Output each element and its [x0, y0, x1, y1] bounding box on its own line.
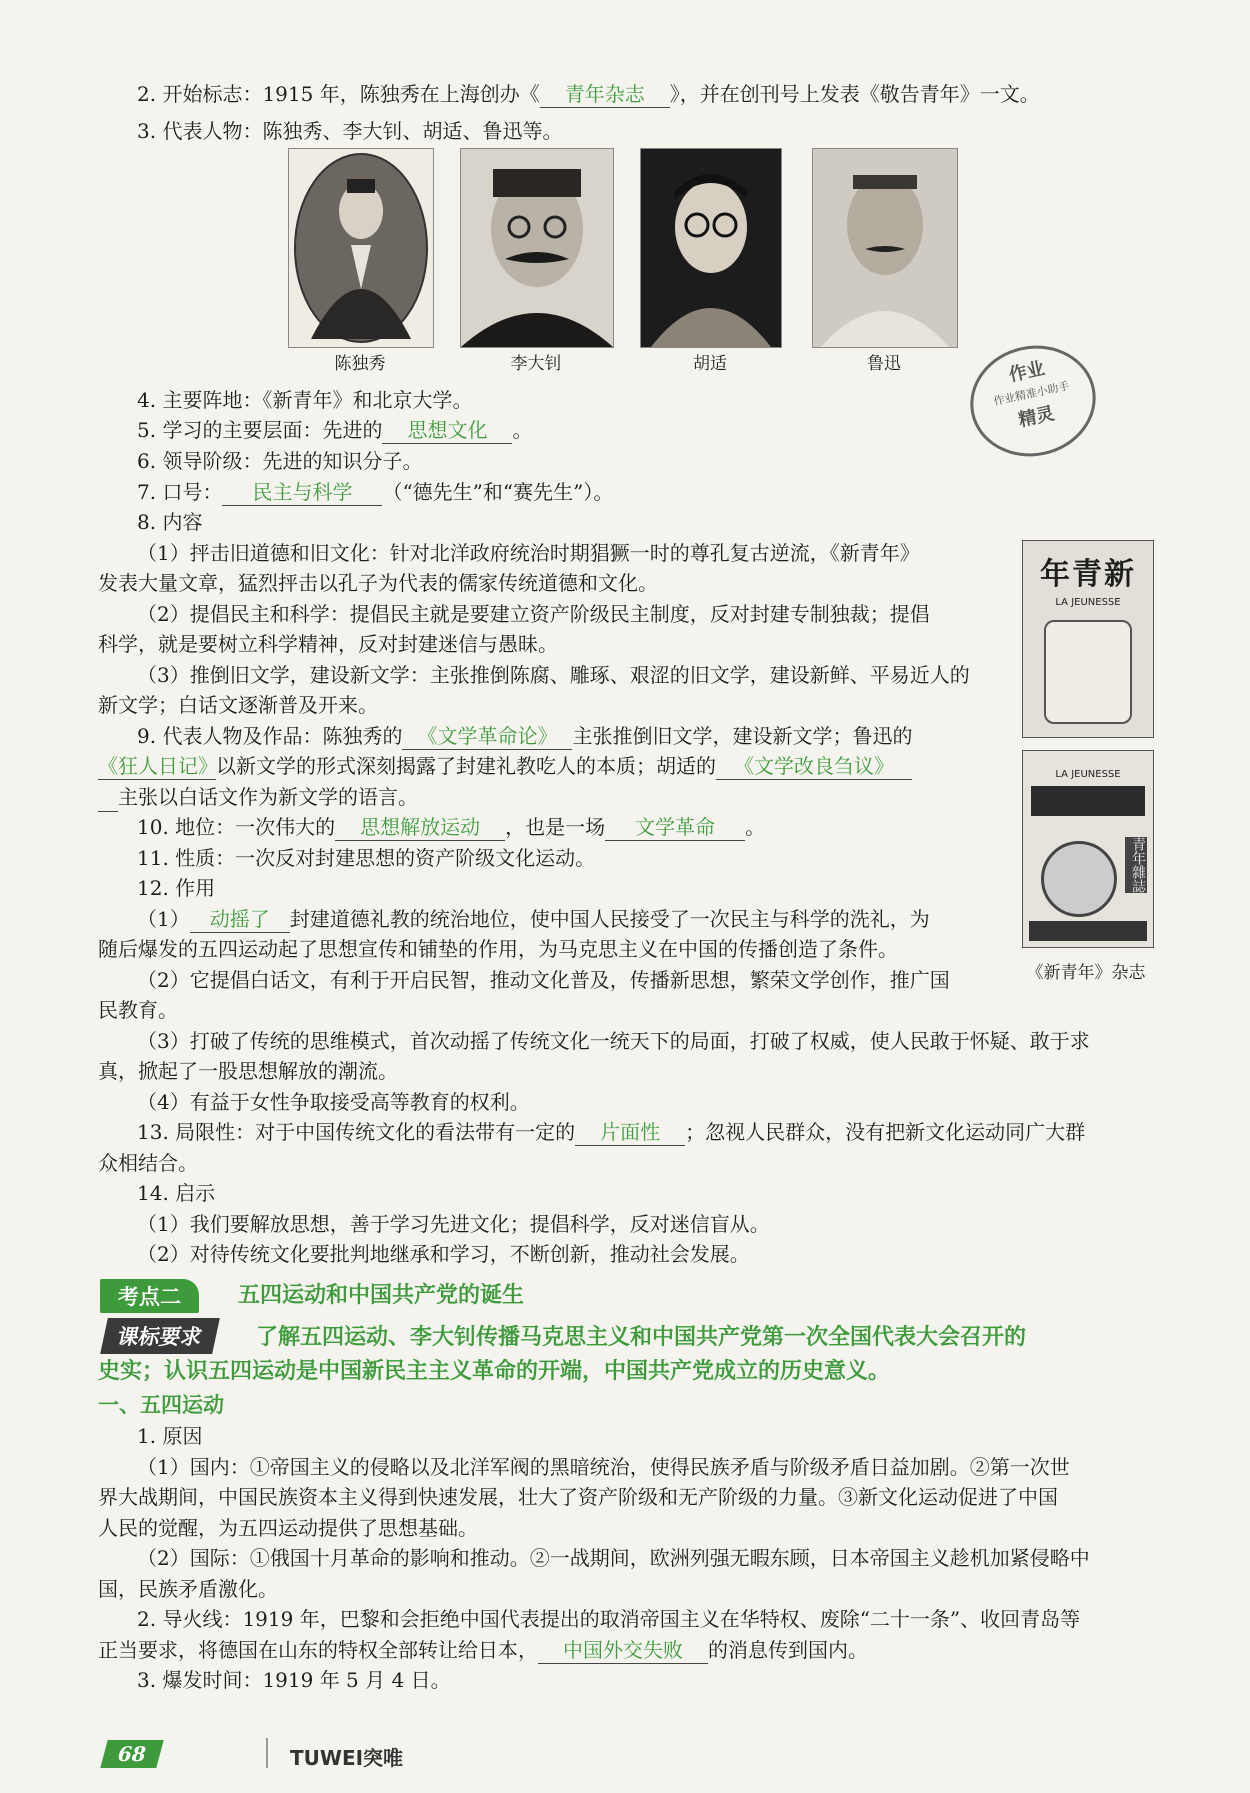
cause-heading: 1. 原因	[137, 1424, 203, 1448]
caption-chen: 陈独秀	[334, 354, 386, 374]
item-7	[137, 477, 613, 507]
portrait-li-graphic	[461, 149, 613, 347]
item-12-3-b: 真，掀起了一股思想解放的潮流。	[98, 1059, 398, 1083]
item-8-2-b: 科学，就是要树立科学精神，反对封建迷信与愚昧。	[98, 632, 558, 656]
item-12-1-text: 封建道德礼教的统治地位，使中国人民接受了一次民主与科学的洗礼，为	[289, 907, 930, 931]
item-12-1-num: （1）	[137, 907, 190, 931]
item-12-4: （4）有益于女性争取接受高等教育的权利。	[137, 1090, 530, 1114]
footer-divider	[266, 1738, 268, 1768]
portrait-chen-duxiu	[288, 148, 434, 348]
item-8-1-b: 发表大量文章，猛烈抨击以孔子为代表的儒家传统道德和文化。	[98, 571, 658, 595]
magazine-footer-band	[1029, 921, 1147, 941]
item-13-b: 众相结合。	[98, 1151, 198, 1175]
item-7-text: 7. 口号：	[137, 480, 223, 504]
item-3: 3. 代表人物：陈独秀、李大钊、胡适、鲁迅等。	[137, 119, 563, 143]
trigger-b-end: 的消息传到国内。	[708, 1638, 868, 1662]
stamp-bottom-text: 精灵	[1016, 403, 1057, 432]
portrait-chen-graphic	[289, 149, 433, 347]
item-6: 6. 领导阶级：先进的知识分子。	[137, 449, 423, 473]
item-9-c	[98, 782, 418, 812]
item-13-text: 13. 局限性：对于中国传统文化的看法带有一定的	[137, 1120, 576, 1144]
item-14-1: （1）我们要解放思想，善于学习先进文化；提倡科学，反对迷信盲从。	[137, 1212, 770, 1236]
answer-dongyao: 动摇了	[190, 906, 290, 933]
item-12: 12. 作用	[137, 876, 216, 900]
magazine-vertical-title: 青年雜誌	[1125, 837, 1147, 893]
item-5-end: 。	[512, 418, 533, 442]
item-2-text: 2. 开始标志：1915 年，陈独秀在上海创办《	[137, 82, 540, 106]
item-7-end: （“德先生”和“赛先生”）。	[382, 480, 614, 504]
item-12-1-a	[137, 904, 930, 934]
item-4: 4. 主要阵地：《新青年》和北京大学。	[137, 388, 473, 412]
item-10-text: 10. 地位：一次伟大的	[137, 815, 336, 839]
cause-domestic-b: 界大战期间，中国民族资本主义得到快速发展，壮大了资产阶级和无产阶级的力量。③新文化运动促进了中国	[98, 1485, 1058, 1509]
answer-wenxue-gailiang: 《文学改良刍议》	[716, 753, 912, 780]
item-9-text: 9. 代表人物及作品：陈独秀的	[137, 724, 403, 748]
brand-logo: TUWEI突唯	[290, 1746, 404, 1770]
stamp-ring-text: 作业精准小助手	[992, 379, 1071, 409]
answer-minzhu-kexue: 民主与科学	[222, 479, 382, 506]
item-8: 8. 内容	[137, 510, 203, 534]
magazine-banner	[1031, 786, 1145, 816]
trigger-b-text: 正当要求，将德国在山东的特权全部转让给日本，	[98, 1638, 538, 1662]
portrait-hu-graphic	[641, 149, 781, 347]
homework-stamp	[960, 334, 1106, 468]
answer-pianmianxing: 片面性	[575, 1119, 685, 1146]
item-9-text-3: 以新文学的形式深刻揭露了封建礼教吃人的本质；胡适的	[216, 754, 716, 778]
caption-li: 李大钊	[510, 354, 562, 374]
magazine-caption: 《新青年》杂志	[1026, 963, 1146, 983]
answer-wenxue-gemin-lun: 《文学革命论》	[402, 723, 572, 750]
item-13-text-2: ；忽视人民群众，没有把新文化运动同广大群	[685, 1120, 1086, 1144]
answer-wenxue-gemin: 文学革命	[605, 814, 745, 841]
portrait-hu-shi	[640, 148, 782, 348]
item-9-b	[98, 751, 912, 781]
blank-line	[98, 789, 118, 812]
cause-domestic-c: 人民的觉醒，为五四运动提供了思想基础。	[98, 1516, 478, 1540]
item-2-text-end: 》，并在创刊号上发表《敬告青年》一文。	[669, 82, 1040, 106]
answer-qingnian-zazhi: 青年杂志	[540, 81, 670, 108]
item-12-3-a: （3）打破了传统的思维模式，首次动摇了传统文化一统天下的局面，打破了权威，使人民敢于怀疑、敢于求	[137, 1029, 1090, 1053]
item-14-2: （2）对待传统文化要批判地继承和学习，不断创新，推动社会发展。	[137, 1242, 750, 1266]
item-12-1-b: 随后爆发的五四运动起了思想宣传和铺垫的作用，为马克思主义在中国的传播创造了条件。	[98, 937, 898, 961]
magazine-title-fr-2: LA JEUNESSE	[1055, 769, 1121, 780]
portrait-lu-xun	[812, 148, 958, 348]
kebiao-yaoqiu-badge: 课标要求	[100, 1318, 220, 1354]
requirement-line-1: 了解五四运动、李大钊传播马克思主义和中国共产党第一次全国代表大会召开的	[256, 1324, 1027, 1350]
item-10-text-2: ，也是一场	[505, 815, 606, 839]
item-12-2-b: 民教育。	[98, 998, 178, 1022]
section-tag-kaodian-2: 考点二	[100, 1279, 199, 1313]
item-10-end: 。	[745, 815, 766, 839]
magazine-cover-1	[1022, 540, 1154, 738]
item-8-3-a: （3）推倒旧文学，建设新文学：主张推倒陈腐、雕琢、艰涩的旧文学，建设新鲜、平易近人的	[137, 663, 970, 687]
item-12-2-a: （2）它提倡白话文，有利于开启民智，推动文化普及，传播新思想，繁荣文学创作，推广国	[137, 968, 950, 992]
caption-hu: 胡适	[693, 354, 727, 374]
trigger-b	[98, 1635, 868, 1665]
cause-international-a: （2）国际：①俄国十月革命的影响和推动。②一战期间，欧洲列强无暇东顾，日本帝国主义趁机加紧侵略中	[137, 1546, 1090, 1570]
item-9-a	[137, 721, 912, 751]
outbreak-time: 3. 爆发时间：1919 年 5 月 4 日。	[137, 1668, 451, 1692]
magazine-title-cn: 年青新	[1040, 557, 1136, 592]
portrait-li-dazhao	[460, 148, 614, 348]
item-14: 14. 启示	[137, 1181, 216, 1205]
item-5-text: 5. 学习的主要层面：先进的	[137, 418, 383, 442]
item-8-1-a: （1）抨击旧道德和旧文化：针对北洋政府统治时期猖獗一时的尊孔复古逆流，《新青年》	[137, 541, 920, 565]
section-2-title: 五四运动和中国共产党的诞生	[238, 1282, 525, 1308]
item-10	[137, 812, 765, 842]
magazine-emblem	[1041, 841, 1117, 917]
caption-lu: 鲁迅	[867, 354, 901, 374]
answer-sixiang-jiefang: 思想解放运动	[335, 814, 505, 841]
item-9-text-4: 主张以白话文作为新文学的语言。	[118, 785, 418, 809]
item-5	[137, 415, 532, 445]
item-11: 11. 性质：一次反对封建思想的资产阶级文化运动。	[137, 846, 596, 870]
page-number: 68	[100, 1740, 163, 1768]
answer-kuangren-riji: 《狂人日记》	[98, 754, 218, 778]
magazine-title-fr: LA JEUNESSE	[1055, 597, 1121, 608]
answer-waijiao-shibai: 中国外交失败	[538, 1637, 708, 1664]
subsection-heading-wusi: 一、五四运动	[98, 1392, 224, 1417]
trigger-a: 2. 导火线：1919 年，巴黎和会拒绝中国代表提出的取消帝国主义在华特权、废除“二十一条”、收回青岛等	[137, 1607, 1081, 1631]
item-2	[137, 79, 1040, 109]
stamp-top-text: 作业	[1007, 358, 1047, 387]
cause-domestic-a: （1）国内：①帝国主义的侵略以及北洋军阀的黑暗统治，使得民族矛盾与阶级矛盾日益加剧。②第一次世	[137, 1455, 1070, 1479]
answer-sixiang-wenhua: 思想文化	[382, 417, 512, 444]
magazine-cover-2	[1022, 750, 1154, 948]
cause-international-b: 国，民族矛盾激化。	[98, 1577, 278, 1601]
item-8-2-a: （2）提倡民主和科学：提倡民主就是要建立资产阶级民主制度，反对封建专制独裁；提倡	[137, 602, 930, 626]
portrait-lu-graphic	[813, 149, 957, 347]
item-8-3-b: 新文学；白话文逐渐普及开来。	[98, 693, 378, 717]
item-9-text-2: 主张推倒旧文学，建设新文学；鲁迅的	[572, 724, 913, 748]
requirement-line-2: 史实；认识五四运动是中国新民主主义革命的开端，中国共产党成立的历史意义。	[98, 1358, 891, 1384]
item-13	[137, 1117, 1085, 1147]
magazine-frame	[1044, 620, 1132, 724]
